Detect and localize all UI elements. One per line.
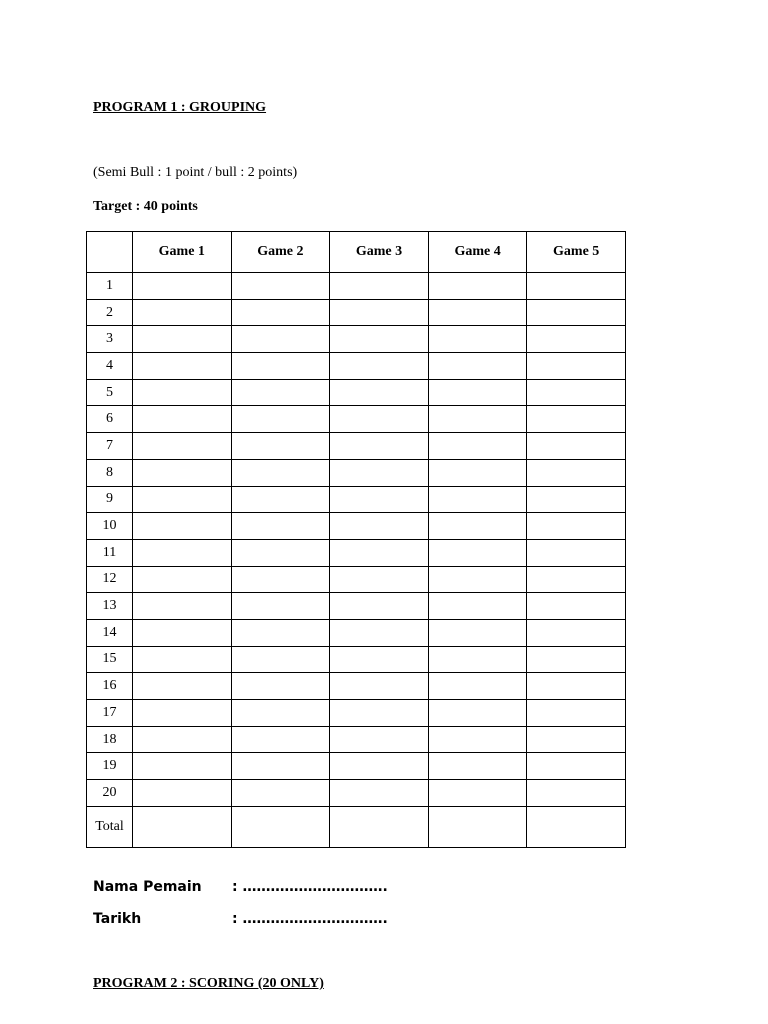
table-body xyxy=(87,273,626,848)
score-cell xyxy=(330,486,429,513)
score-cell xyxy=(330,459,429,486)
score-cell xyxy=(231,513,330,540)
target-label: Target : 40 points xyxy=(93,199,198,214)
score-cell xyxy=(231,726,330,753)
score-cell xyxy=(231,433,330,460)
score-cell xyxy=(133,299,232,326)
table-row xyxy=(87,700,626,727)
table-row xyxy=(87,326,626,353)
score-cell xyxy=(330,619,429,646)
score-cell xyxy=(330,700,429,727)
score-cell xyxy=(133,486,232,513)
score-cell xyxy=(428,486,527,513)
score-cell xyxy=(133,459,232,486)
date-label: Tarikh xyxy=(93,911,142,927)
row-number: 12 xyxy=(87,566,133,593)
score-cell xyxy=(231,459,330,486)
score-cell xyxy=(527,433,626,460)
score-cell xyxy=(527,486,626,513)
row-number: 5 xyxy=(87,379,133,406)
score-cell xyxy=(428,646,527,673)
score-cell xyxy=(527,593,626,620)
table-row xyxy=(87,539,626,566)
score-cell xyxy=(330,566,429,593)
row-number: 3 xyxy=(87,326,133,353)
score-cell xyxy=(133,593,232,620)
score-cell xyxy=(231,353,330,380)
row-number: 2 xyxy=(87,299,133,326)
row-number: 14 xyxy=(87,619,133,646)
score-cell xyxy=(330,726,429,753)
score-cell xyxy=(231,700,330,727)
total-row xyxy=(87,806,626,847)
score-cell xyxy=(231,273,330,300)
score-cell xyxy=(527,700,626,727)
score-cell xyxy=(527,273,626,300)
table-row xyxy=(87,353,626,380)
score-cell xyxy=(231,379,330,406)
score-cell xyxy=(527,326,626,353)
score-cell xyxy=(231,619,330,646)
score-cell xyxy=(527,539,626,566)
score-cell xyxy=(133,513,232,540)
header-cell-corner xyxy=(87,232,133,273)
score-cell xyxy=(428,273,527,300)
score-cell xyxy=(133,806,232,847)
score-cell xyxy=(133,273,232,300)
score-cell xyxy=(231,299,330,326)
row-number: 8 xyxy=(87,459,133,486)
score-cell xyxy=(527,513,626,540)
total-label: Total xyxy=(87,806,133,847)
row-number: 1 xyxy=(87,273,133,300)
score-cell xyxy=(133,326,232,353)
score-cell xyxy=(133,700,232,727)
score-cell xyxy=(133,753,232,780)
table-row xyxy=(87,459,626,486)
player-name-blank: : …………………………. xyxy=(232,879,388,895)
score-cell xyxy=(231,646,330,673)
score-cell xyxy=(428,593,527,620)
score-cell xyxy=(133,353,232,380)
score-cell xyxy=(428,433,527,460)
row-number: 19 xyxy=(87,753,133,780)
score-cell xyxy=(428,299,527,326)
score-cell xyxy=(231,673,330,700)
score-cell xyxy=(428,566,527,593)
row-number: 7 xyxy=(87,433,133,460)
player-name-field xyxy=(93,879,388,895)
score-cell xyxy=(133,433,232,460)
score-cell xyxy=(527,459,626,486)
score-cell xyxy=(231,486,330,513)
score-cell xyxy=(330,326,429,353)
score-cell xyxy=(330,406,429,433)
table-row xyxy=(87,379,626,406)
header-cell-game-1: Game 1 xyxy=(133,232,232,273)
score-cell xyxy=(330,433,429,460)
score-cell xyxy=(133,619,232,646)
header-cell-game-3: Game 3 xyxy=(330,232,429,273)
score-cell xyxy=(133,566,232,593)
score-cell xyxy=(527,753,626,780)
score-cell xyxy=(133,726,232,753)
score-cell xyxy=(428,353,527,380)
row-number: 11 xyxy=(87,539,133,566)
score-cell xyxy=(133,780,232,807)
table-row xyxy=(87,753,626,780)
table-row xyxy=(87,646,626,673)
table-header-row xyxy=(87,232,626,273)
header-cell-game-2: Game 2 xyxy=(231,232,330,273)
score-cell xyxy=(330,539,429,566)
program-1-title: PROGRAM 1 : GROUPING xyxy=(93,100,267,115)
row-number: 15 xyxy=(87,646,133,673)
table-row xyxy=(87,486,626,513)
table-row xyxy=(87,673,626,700)
table-row xyxy=(87,513,626,540)
score-cell xyxy=(330,273,429,300)
score-cell xyxy=(527,780,626,807)
score-cell xyxy=(330,646,429,673)
score-cell xyxy=(527,353,626,380)
score-cell xyxy=(527,726,626,753)
score-cell xyxy=(330,673,429,700)
score-cell xyxy=(133,406,232,433)
table-row xyxy=(87,273,626,300)
table-row xyxy=(87,780,626,807)
score-cell xyxy=(527,406,626,433)
score-cell xyxy=(133,379,232,406)
score-cell xyxy=(428,700,527,727)
score-cell xyxy=(133,673,232,700)
score-cell xyxy=(231,326,330,353)
scoring-note: (Semi Bull : 1 point / bull : 2 points) xyxy=(93,165,298,180)
score-cell xyxy=(527,566,626,593)
score-cell xyxy=(428,673,527,700)
score-cell xyxy=(231,780,330,807)
score-cell xyxy=(428,406,527,433)
score-cell xyxy=(330,780,429,807)
table-row xyxy=(87,726,626,753)
score-cell xyxy=(527,619,626,646)
table-row xyxy=(87,433,626,460)
score-cell xyxy=(133,646,232,673)
score-cell xyxy=(231,539,330,566)
score-cell xyxy=(330,806,429,847)
score-cell xyxy=(428,806,527,847)
header-cell-game-5: Game 5 xyxy=(527,232,626,273)
score-cell xyxy=(231,406,330,433)
row-number: 20 xyxy=(87,780,133,807)
row-number: 18 xyxy=(87,726,133,753)
score-cell xyxy=(330,513,429,540)
score-cell xyxy=(527,646,626,673)
row-number: 9 xyxy=(87,486,133,513)
row-number: 16 xyxy=(87,673,133,700)
score-cell xyxy=(428,539,527,566)
score-cell xyxy=(330,353,429,380)
score-cell xyxy=(428,513,527,540)
score-cell xyxy=(428,780,527,807)
player-name-label: Nama Pemain xyxy=(93,879,202,895)
score-cell xyxy=(428,379,527,406)
date-blank: : …………………………. xyxy=(232,911,388,927)
score-cell xyxy=(428,459,527,486)
table-row xyxy=(87,299,626,326)
score-cell xyxy=(231,806,330,847)
score-cell xyxy=(428,619,527,646)
score-cell xyxy=(527,806,626,847)
header-cell-game-4: Game 4 xyxy=(428,232,527,273)
row-number: 13 xyxy=(87,593,133,620)
score-cell xyxy=(330,593,429,620)
score-table xyxy=(86,231,626,848)
score-cell xyxy=(231,753,330,780)
score-cell xyxy=(428,326,527,353)
score-cell xyxy=(231,566,330,593)
score-cell xyxy=(527,379,626,406)
score-cell xyxy=(330,379,429,406)
score-cell xyxy=(428,753,527,780)
row-number: 10 xyxy=(87,513,133,540)
table-row xyxy=(87,593,626,620)
program-2-title: PROGRAM 2 : SCORING (20 ONLY) xyxy=(93,976,324,991)
score-cell xyxy=(330,299,429,326)
score-cell xyxy=(231,593,330,620)
table-row xyxy=(87,566,626,593)
row-number: 6 xyxy=(87,406,133,433)
row-number: 17 xyxy=(87,700,133,727)
row-number: 4 xyxy=(87,353,133,380)
score-cell xyxy=(527,299,626,326)
table-row xyxy=(87,619,626,646)
score-cell xyxy=(133,539,232,566)
score-cell xyxy=(330,753,429,780)
score-cell xyxy=(527,673,626,700)
score-cell xyxy=(428,726,527,753)
table-row xyxy=(87,406,626,433)
date-field xyxy=(93,911,388,927)
